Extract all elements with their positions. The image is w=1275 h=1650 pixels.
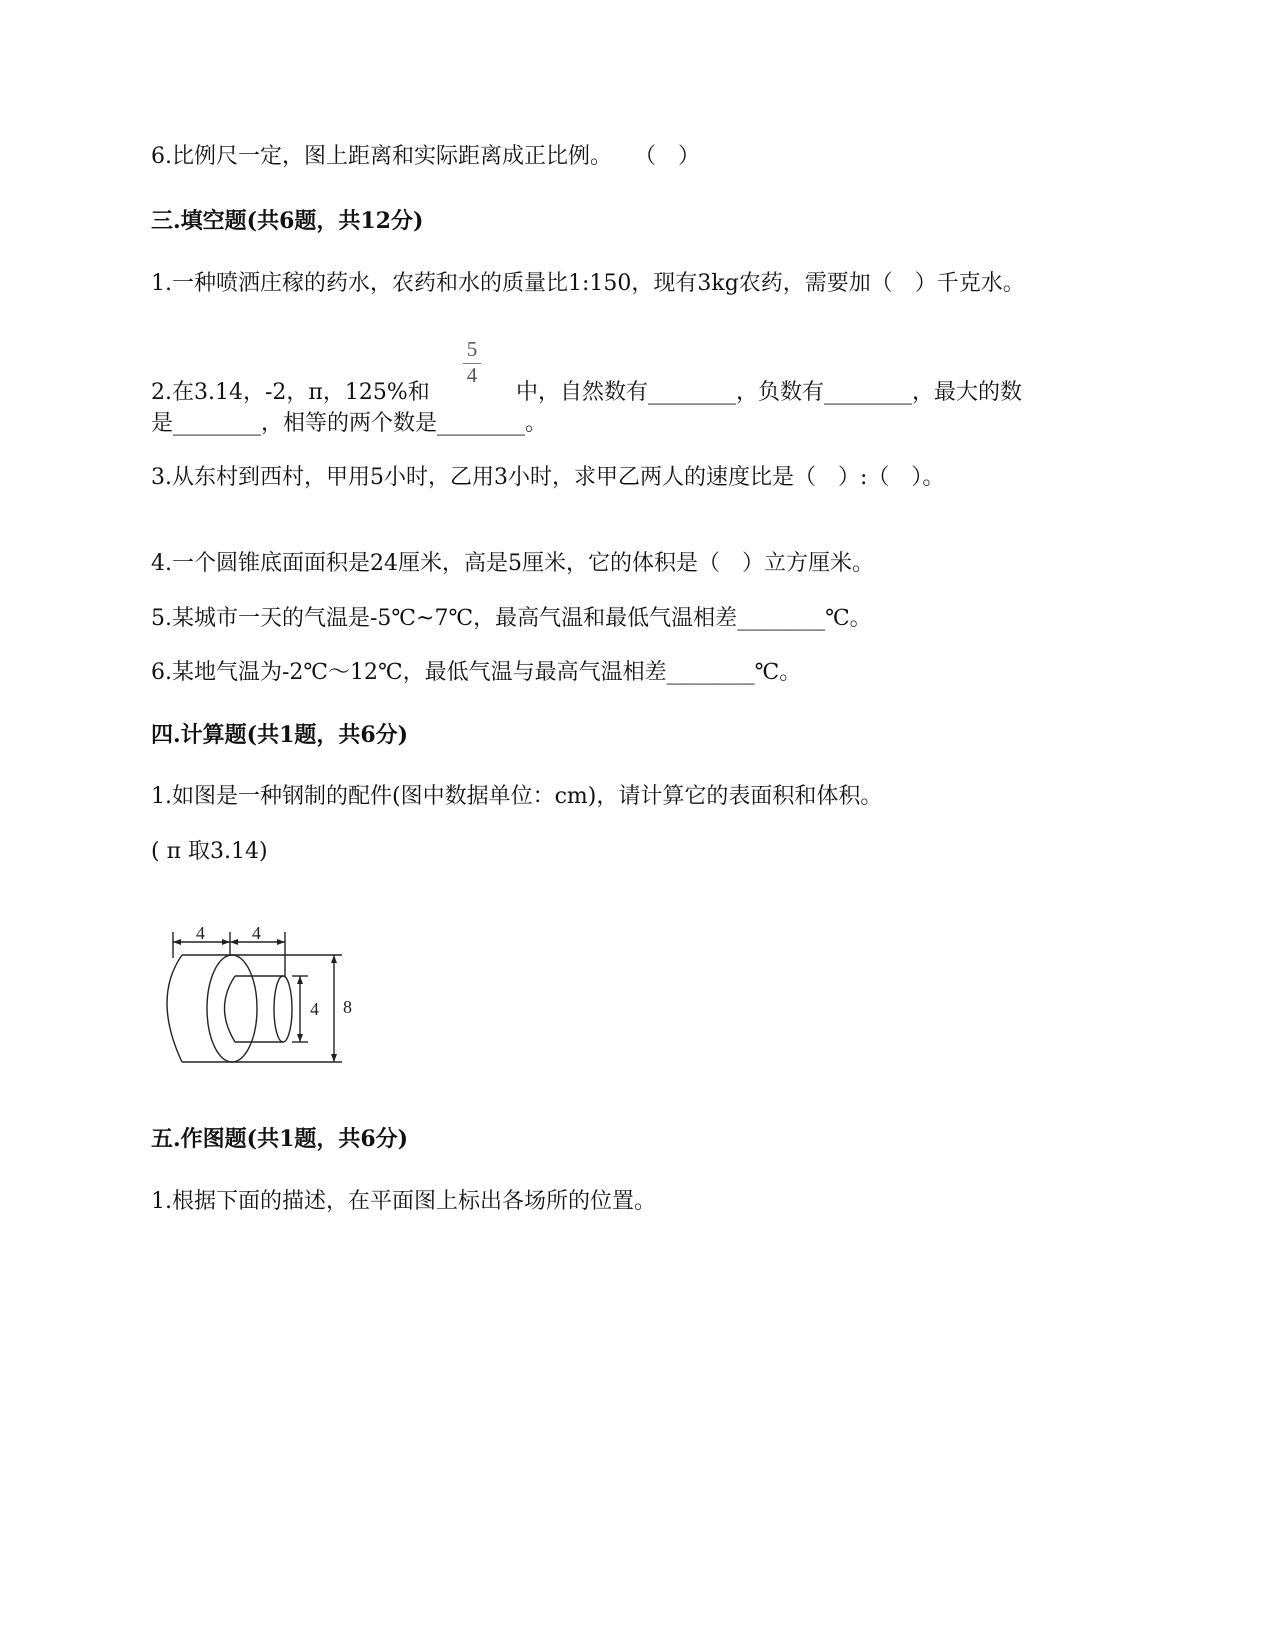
fill-question-2-line2: 是________，相等的两个数是________。 bbox=[151, 411, 548, 436]
label-length-left: 4 bbox=[196, 923, 205, 943]
drawing-question-1: 1.根据下面的描述，在平面图上标出各场所的位置。 bbox=[151, 1189, 656, 1214]
label-outer-diameter: 8 bbox=[343, 997, 352, 1017]
fill-question-3: 3.从东村到西村，甲用5小时，乙用3小时，求甲乙两人的速度比是（ ）:（ ）。 bbox=[151, 465, 945, 490]
calc-question-1-note: ( π 取3.14) bbox=[151, 839, 268, 864]
label-length-right: 4 bbox=[252, 923, 261, 943]
section-5-heading: 五.作图题(共1题，共6分) bbox=[151, 1126, 409, 1152]
fill-question-1: 1.一种喷洒庄稼的药水，农药和水的质量比1:150，现有3kg农药，需要加（ ）千克水。 bbox=[151, 271, 1025, 296]
fill-question-4: 4.一个圆锥底面面积是24厘米，高是5厘米，它的体积是（ ）立方厘米。 bbox=[151, 551, 874, 576]
label-inner-diameter: 4 bbox=[310, 999, 319, 1019]
fill-question-6: 6.某地气温为-2℃～12℃，最低气温与最高气温相差________℃。 bbox=[151, 660, 802, 685]
fraction-numerator: 5 bbox=[466, 337, 478, 361]
fill-question-2-part1: 2.在3.14，-2，π，125%和 bbox=[151, 380, 430, 405]
section-4-heading: 四.计算题(共1题，共6分) bbox=[151, 722, 409, 748]
section-3-heading: 三.填空题(共6题，共12分) bbox=[151, 208, 424, 234]
fill-question-2-part2: 中，自然数有________，负数有________，最大的数 bbox=[516, 380, 1023, 405]
tf-question-6: 6.比例尺一定，图上距离和实际距离成正比例。 （ ） bbox=[151, 144, 700, 169]
fraction-denominator: 4 bbox=[466, 363, 478, 387]
fill-question-5: 5.某城市一天的气温是-5℃~7℃，最高气温和最低气温相差________℃。 bbox=[151, 606, 872, 631]
steel-part-figure bbox=[150, 920, 370, 1120]
calc-question-1: 1.如图是一种钢制的配件(图中数据单位：cm)，请计算它的表面积和体积。 bbox=[151, 784, 883, 809]
